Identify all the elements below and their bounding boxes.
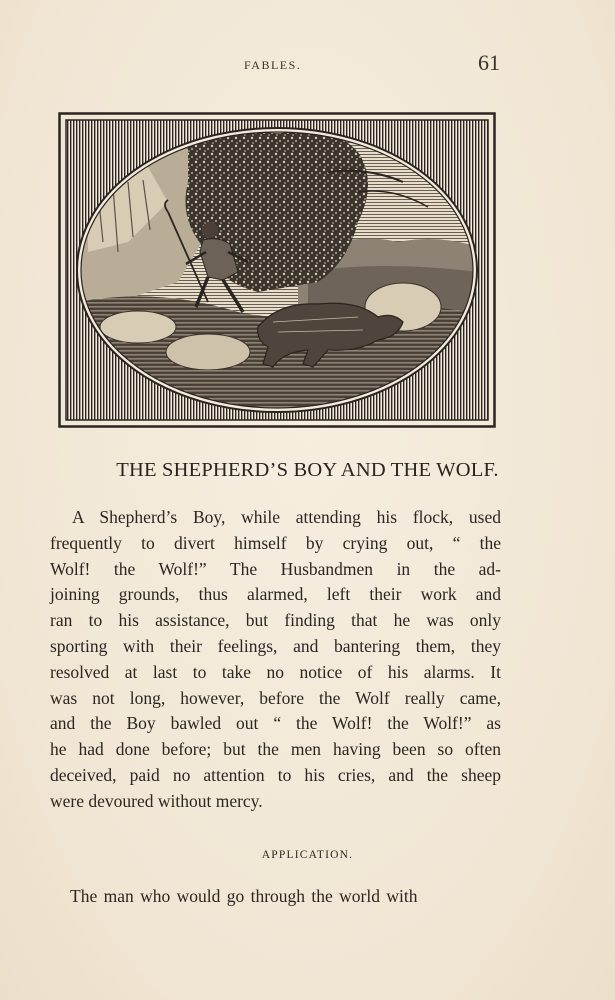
fable-line: frequently to divert himself by crying out, “ the: [50, 532, 501, 553]
wood-engraving-icon: [58, 112, 496, 428]
page-number: 61: [478, 50, 500, 75]
fable-line: deceived, paid no attention to his cries, and the sheep: [50, 764, 501, 785]
fable-line: resolved at last to take no notice of his alarms. It: [50, 661, 501, 682]
fable-line: and the Boy bawled out “ the Wolf! the Wolf!” as: [50, 713, 501, 734]
application-heading: APPLICATION.: [261, 849, 354, 861]
fable-line: joining grounds, thus alarmed, left their work and: [50, 584, 501, 605]
fable-line: A Shepherd’s Boy, while attending his flock, used: [72, 507, 501, 527]
fable-line: sporting with their feelings, and bantering them, they: [50, 635, 501, 656]
running-title: FABLES.: [244, 58, 302, 72]
fable-line: ran to his assistance, but finding that he was only: [50, 610, 501, 631]
fable-line: he had done before; but the men having been so often: [50, 739, 501, 760]
fable-illustration: [58, 112, 496, 428]
running-head: [0, 50, 615, 76]
fable-body: [50, 505, 501, 815]
application-first-line: The man who would go through the world with: [70, 886, 418, 906]
fable-title: THE SHEPHERD’S BOY AND THE WOLF.: [116, 459, 499, 481]
fable-line: were devoured without mercy.: [50, 790, 263, 811]
fable-line: was not long, however, before the Wolf really came,: [50, 687, 501, 708]
fable-line: Wolf! the Wolf!” The Husbandmen in the ad-: [50, 558, 501, 579]
